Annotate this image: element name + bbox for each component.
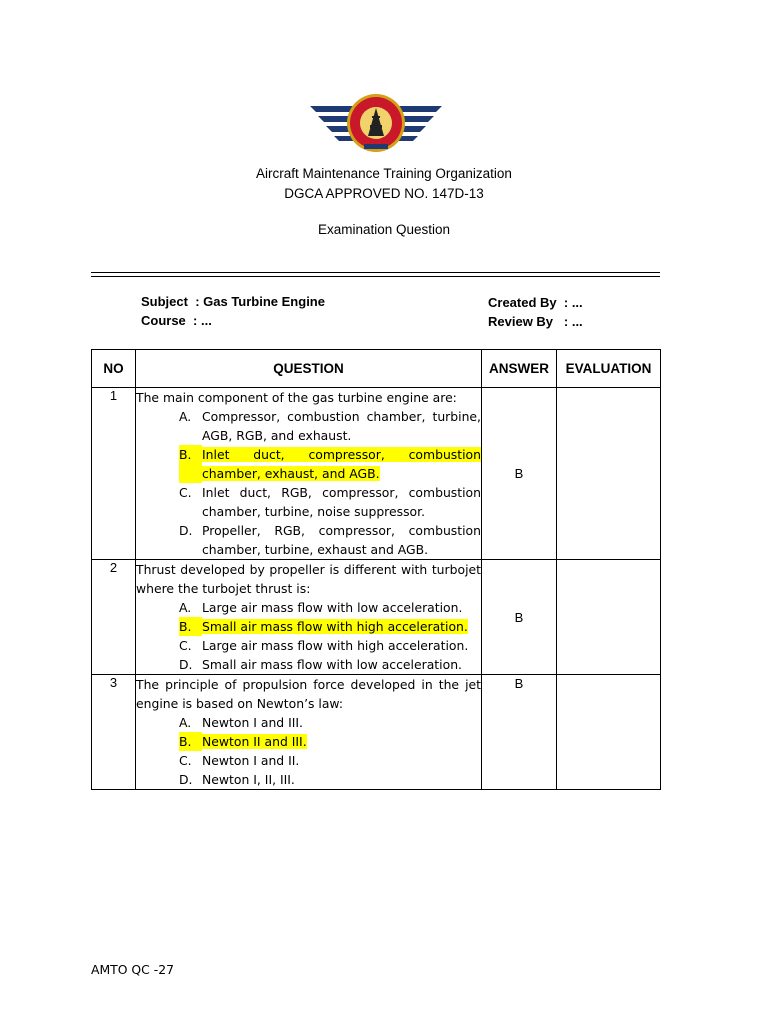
option-letter: D. (179, 523, 193, 538)
option-letter: C. (179, 753, 192, 768)
subject-value: : Gas Turbine Engine (195, 294, 325, 309)
subject-row (141, 294, 325, 309)
subject-label: Subject (141, 294, 188, 309)
option-text: Newton I and III. (202, 715, 304, 730)
evaluation-cell (557, 560, 661, 675)
option-item (179, 713, 481, 732)
option-letter: C. (179, 485, 192, 500)
option-text: Small air mass flow with low acceleration. (202, 657, 462, 672)
question-cell (136, 388, 482, 560)
question-stem: Thrust developed by propeller is different with turbojet where the turbojet thrust is: (136, 562, 481, 596)
option-text: Large air mass flow with low acceleration. (202, 600, 463, 615)
table-row (92, 675, 661, 790)
question-number: 2 (92, 560, 136, 675)
option-letter: C. (179, 638, 192, 653)
option-item (179, 521, 481, 559)
option-letter: D. (179, 772, 193, 787)
option-letter: B. (179, 732, 202, 751)
footer-code: AMTO QC -27 (91, 962, 175, 977)
option-list (136, 713, 481, 789)
question-number: 3 (92, 675, 136, 790)
evaluation-cell (557, 388, 661, 560)
question-cell (136, 675, 482, 790)
option-item (179, 598, 481, 617)
option-text: Newton I, II, III. (202, 772, 295, 787)
organization-name: Aircraft Maintenance Training Organization (256, 166, 512, 181)
option-item-correct (179, 617, 481, 636)
option-item (179, 483, 481, 521)
option-text: Newton II and III. (202, 734, 307, 749)
table-row (92, 560, 661, 675)
option-item (179, 770, 481, 789)
option-text: Inlet duct, compressor, combustion chamber, exhaust, and AGB. (202, 447, 481, 481)
option-text: Large air mass flow with high acceleration. (202, 638, 469, 653)
option-list (136, 407, 481, 559)
option-letter: A. (179, 715, 192, 730)
option-item (179, 751, 481, 770)
created-by-value: : ... (563, 295, 583, 310)
option-letter: A. (179, 600, 192, 615)
option-text: Newton I and II. (202, 753, 300, 768)
course-value: : ... (193, 313, 212, 328)
option-item (179, 407, 481, 445)
evaluation-cell (557, 675, 661, 790)
answer-cell: B (482, 560, 557, 675)
answer-cell: B (482, 388, 557, 560)
option-text: Small air mass flow with high acceleration. (202, 619, 468, 634)
course-label: Course (141, 313, 186, 328)
option-letter: B. (179, 617, 202, 636)
option-item (179, 636, 481, 655)
question-number: 1 (92, 388, 136, 560)
col-header-answer: ANSWER (482, 350, 557, 388)
option-list (136, 598, 481, 674)
created-by-row (488, 295, 583, 310)
option-text: Inlet duct, RGB, compressor, combustion chamber, turbine, noise suppressor. (202, 485, 481, 519)
amto-winged-emblem-icon (306, 92, 446, 152)
answer-cell: B (482, 675, 557, 790)
option-letter: A. (179, 409, 192, 424)
option-item-correct (179, 732, 481, 751)
option-letter: B. (179, 445, 202, 483)
option-text: Compressor, combustion chamber, turbine, AGB, RGB, and exhaust. (202, 409, 481, 443)
created-by-label: Created By (488, 295, 557, 310)
table-row (92, 388, 661, 560)
col-header-evaluation: EVALUATION (557, 350, 661, 388)
document-title: Examination Question (317, 222, 451, 237)
question-cell (136, 560, 482, 675)
option-item (179, 655, 481, 674)
course-row (141, 313, 212, 328)
option-text: Propeller, RGB, compressor, combustion chamber, turbine, exhaust and AGB. (202, 523, 481, 557)
col-header-no: NO (92, 350, 136, 388)
approval-number: DGCA APPROVED NO. 147D-13 (284, 186, 484, 201)
question-table (91, 349, 661, 790)
review-by-row (488, 314, 583, 329)
review-by-value: : ... (563, 314, 583, 329)
table-header-row (92, 350, 661, 388)
col-header-question: QUESTION (136, 350, 482, 388)
header-rule-bottom (91, 276, 660, 277)
question-stem: The principle of propulsion force developed in the jet engine is based on Newton’s law: (136, 677, 481, 711)
header-rule-top (91, 272, 660, 273)
review-by-label: Review By (488, 314, 554, 329)
option-letter: D. (179, 657, 193, 672)
question-stem: The main component of the gas turbine engine are: (136, 390, 457, 405)
option-item-correct (179, 445, 481, 483)
